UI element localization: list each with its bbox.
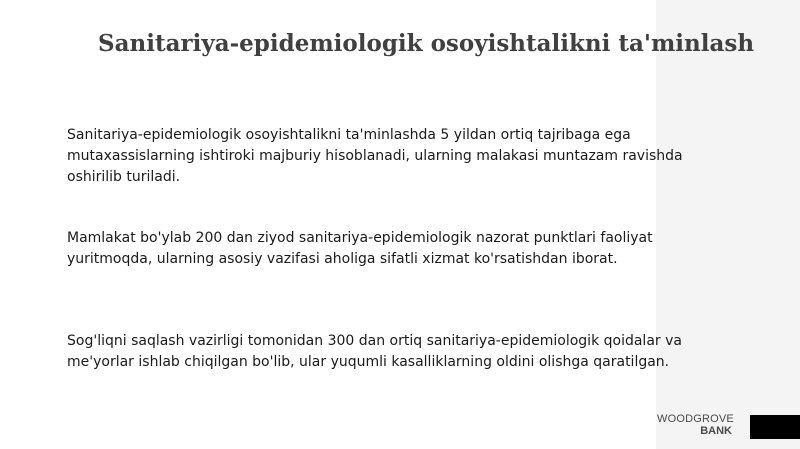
paragraph-2: Mamlakat bo'ylab 200 dan ziyod sanitariya-epidemiologik nazorat punktlari faoliyat yuritmoqda, ularning asosiy vazifasi aholiga sifatli xizmat ko'rsatishdan iborat. — [67, 230, 653, 267]
woodgrove-bank-logo — [657, 413, 734, 437]
logo-text-woodgrove: WOODGROVE — [657, 413, 734, 425]
logo-text-bank: BANK — [700, 425, 732, 437]
slide-title: Sanitariya-epidemiologik osoyishtalikni ta'minlash — [98, 30, 755, 57]
paragraph-1: Sanitariya-epidemiologik osoyishtalikni ta'minlashda 5 yildan ortiq tajribaga ega mutaxassislarning ishtiroki majburiy hisoblanadi, ularning malakasi muntazam ravishda oshirilib turiladi. — [67, 127, 683, 185]
paragraph-3: Sog'liqni saqlash vazirligi tomonidan 300 dan ortiq sanitariya-epidemiologik qoidalar va me'yorlar ishlab chiqilgan bo'lib, ular yuqumli kasalliklarning oldini olishga qaratilgan. — [67, 333, 682, 370]
footer-accent-box — [750, 415, 800, 439]
